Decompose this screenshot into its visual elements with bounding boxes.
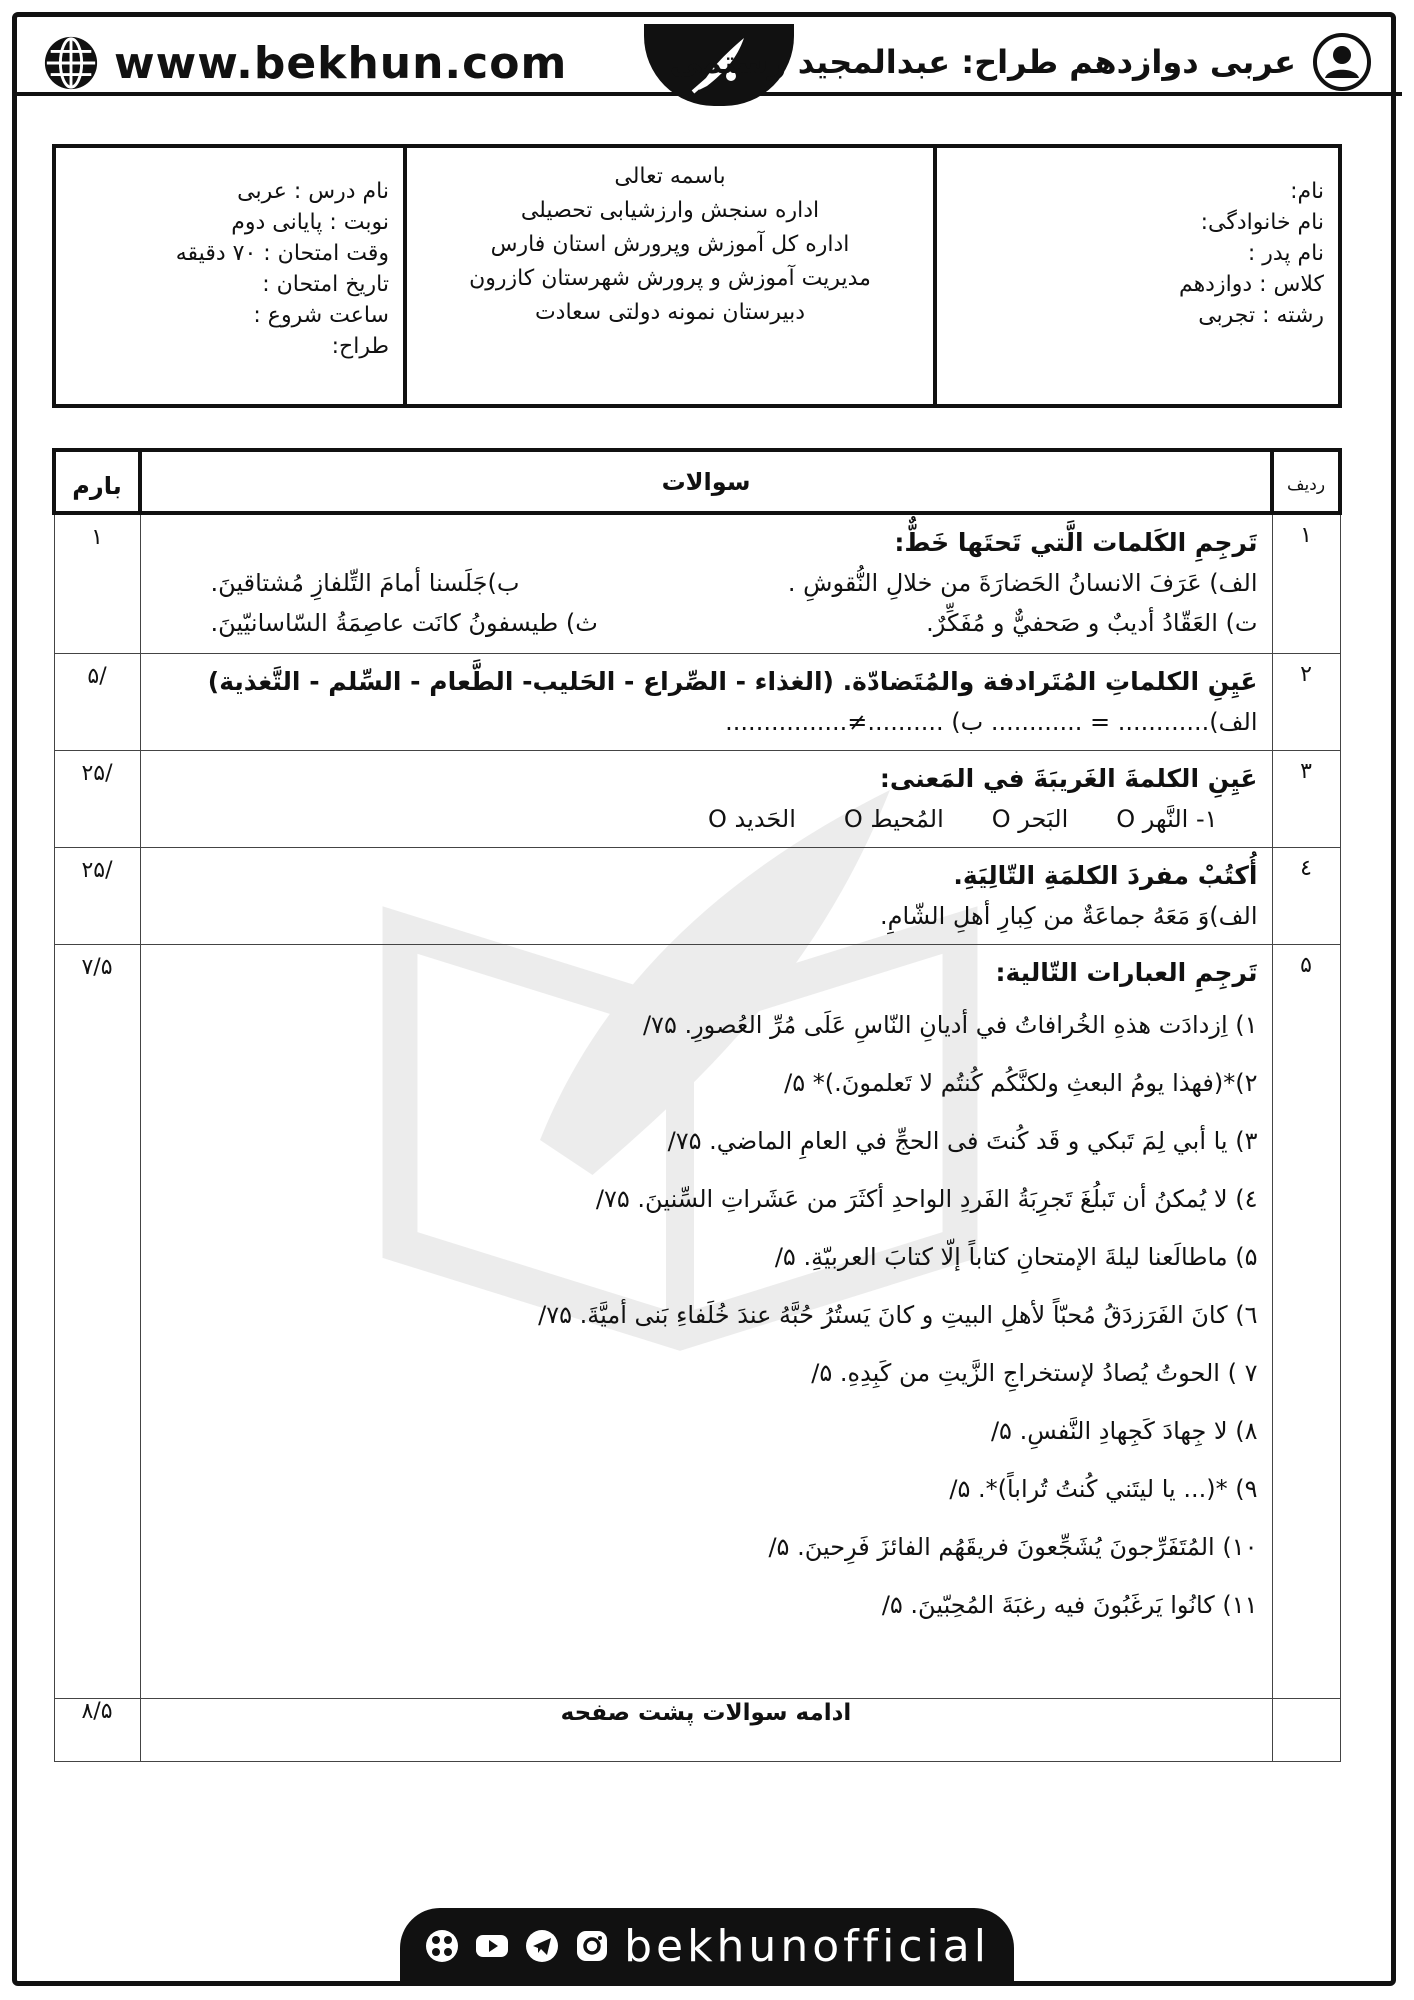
telegram-icon[interactable]: [524, 1928, 560, 1964]
sentence-6: ٦) كانَ الفَرَزدَقُ مُحبّاً لأهلِ البيتِ و كانَ يَستُرُ حُبَّهُ عندَ خُلَفاءِ بَنى أميَّةَ. ۷۵/: [538, 1300, 1258, 1329]
sentence-8: ۸) لا جِهادَ كَجِهادِ النَّفسِ. ۵/: [990, 1416, 1258, 1445]
option-4[interactable]: الحَديد O: [708, 804, 796, 833]
question-row-1: [54, 513, 1340, 653]
org-line: باسمه تعالی: [614, 164, 726, 189]
social-handle: bekhunofficial: [624, 1920, 990, 1972]
questions-table: [52, 448, 1342, 1762]
continuation-row: [54, 1698, 1340, 1761]
youtube-icon[interactable]: [474, 1928, 510, 1964]
empty-index-cell: [1272, 1698, 1340, 1761]
class-field: کلاس : دوازدهم: [1178, 272, 1324, 297]
org-line: اداره سنجش وارزشیابی تحصیلی: [520, 198, 820, 223]
social-footer: [400, 1908, 1014, 1984]
duration-field: وقت امتحان : ۷۰ دقیقه: [175, 241, 389, 266]
question-index: ۲: [1272, 653, 1340, 750]
instagram-icon[interactable]: [574, 1928, 610, 1964]
question-index: ۱: [1272, 513, 1340, 653]
question-title: تَرجِمِ الکَلمات الَّتي تَحتَها خَطٌّ:: [894, 528, 1258, 557]
website-url: www.bekhun.com: [114, 37, 568, 89]
answer-line: الف)............ = ............ ب) ..........≠................: [725, 707, 1258, 736]
question-body: [140, 847, 1272, 944]
start-time-field: ساعت شروع :: [253, 303, 389, 328]
item-b: ب)جَلَسنا أمامَ التِّلفازِ مُشتاقينَ.: [210, 569, 520, 597]
top-bar: [12, 12, 1402, 96]
item-c: ت) العَقّادُ أديبٌ و صَحفيٌّ و مُفَكِّرٌ.: [926, 609, 1258, 637]
question-row-5: [54, 944, 1340, 1698]
question-score: ۱: [54, 513, 140, 653]
subject-field: نام درس : عربی: [237, 179, 389, 204]
org-line: اداره کل آموزش وپرورش استان فارس: [490, 232, 850, 257]
questions-column-header: سوالات: [140, 450, 1272, 513]
major-field: رشته : تجربی: [1198, 303, 1324, 328]
score-column-header: بارم: [54, 450, 140, 513]
aparat-icon[interactable]: [424, 1928, 460, 1964]
question-index: ٤: [1272, 847, 1340, 944]
question-title: تَرجِمِ العبارات التّالية:: [995, 957, 1258, 987]
website-link[interactable]: [42, 34, 567, 92]
item-d: ث) طيسفونُ كانَت عاصِمَةُ السّاسانيّينَ.: [210, 609, 598, 637]
sentence-11: ۱۱) كانُوا يَرغَبُونَ فيه رغبَةَ المُحِبّينَ. ۵/: [881, 1590, 1258, 1619]
question-body: [140, 750, 1272, 847]
question-score: /۲۵: [54, 750, 140, 847]
total-score: ۸/۵: [54, 1698, 140, 1761]
date-field: تاریخ امتحان :: [262, 272, 389, 297]
user-icon: [1312, 32, 1372, 92]
question-title: أُكتُبْ مفردَ الكلمَةِ التّالِيَةِ.: [953, 860, 1258, 890]
student-info: [933, 148, 1338, 404]
question-score: /۲۵: [54, 847, 140, 944]
option-2[interactable]: البَحر O: [991, 804, 1069, 833]
sentence-2: ۲)*(فهذا يومُ البعثِ ولكنَّكُم كُنتُم لا تَعلمونَ.)* ۵/: [784, 1068, 1258, 1097]
sentence-5: ۵) ماطالَعنا ليلةَ الإمتحانِ كتاباً إلّا كتابَ العربيّةِ. ۵/: [774, 1242, 1258, 1271]
globe-icon: [42, 34, 100, 92]
organization-info: [403, 148, 933, 404]
org-line: دبیرستان نمونه دولتی سعادت: [534, 300, 806, 325]
item-a: الف) عَرَفَ الانسانُ الحَضارَةَ من خلالِ النُّقوشِ .: [787, 569, 1258, 597]
sentence-9: ۹) *(... يا ليتَني كُنتُ تُراباً)*. ۵/: [949, 1474, 1258, 1503]
question-body: [140, 653, 1272, 750]
course-title: عربی دوازدهم طراح: عبدالمجید رستمی: [669, 43, 1296, 81]
course-header: [670, 32, 1372, 92]
question-sentence: الف)وَ مَعَهُ جماعَةٌ من كِبارِ أهلِ الشّامِ.: [880, 901, 1258, 930]
sentence-3: ۳) يا أبي لِمَ تَبكي و قَد كُنتَ فى الحجِّ في العامِ الماضي. ۷۵/: [667, 1126, 1258, 1155]
sentence-10: ۱۰) المُتَفَرِّجونَ يُشَجِّعونَ فريقَهُم الفائزَ فَرِحينَ. ۵/: [768, 1532, 1258, 1561]
question-items: [151, 603, 1258, 643]
index-column-header: ردیف: [1272, 450, 1340, 513]
question-body: [140, 513, 1272, 653]
question-index: ۵: [1272, 944, 1340, 1698]
term-field: نوبت : پایانی دوم: [231, 210, 389, 235]
father-name-field: نام پدر :: [1247, 241, 1324, 266]
question-items: [151, 563, 1258, 603]
options-row: [151, 799, 1258, 839]
option-1[interactable]: ۱- النَّهر O: [1116, 804, 1218, 833]
question-row-3: [54, 750, 1340, 847]
exam-meta: [56, 148, 403, 404]
question-index: ۳: [1272, 750, 1340, 847]
question-score: /۵: [54, 653, 140, 750]
sentence-1: ۱) اِزدادَت هذهِ الخُرافاتُ في أديانِ النّاسِ عَلَى مُرِّ العُصورِ. ۷۵/: [642, 1010, 1258, 1039]
org-line: مدیریت آموزش و پرورش شهرستان کازرون: [469, 266, 871, 291]
question-body: [140, 944, 1272, 1698]
sentence-7: ۷ ) الحوتُ يُصادُ لإستخراجِ الزَّيتِ من كَبِدِهِ. ۵/: [811, 1358, 1258, 1387]
exam-info-box: [52, 144, 1342, 408]
student-family-field: نام خانوادگی:: [1200, 210, 1324, 235]
question-row-4: [54, 847, 1340, 944]
question-row-2: [54, 653, 1340, 750]
sentence-4: ٤) لا يُمكنُ أن تَبلُغَ تَجرِبَةُ الفَردِ الواحدِ أكثَرَ من عَشَراتِ السِّنينَ. ۷۵/: [595, 1184, 1258, 1213]
option-3[interactable]: المُحيط O: [843, 804, 944, 833]
question-title: عَيِنِ الكلمةَ الغَريبَةَ في المَعنى:: [879, 763, 1258, 793]
table-header-row: [54, 450, 1340, 513]
question-score: ۷/۵: [54, 944, 140, 1698]
continue-note: ادامه سوالات پشت صفحه: [140, 1698, 1272, 1761]
student-name-field: نام:: [1290, 179, 1324, 204]
designer-field: طراح:: [331, 334, 389, 359]
question-title: عَيِنِ الكلماتِ المُتَرادفة والمُتَضادّة. (الغذاء - الصِّراع - الحَليب- الطَّعام - السِّلم - التَّغذية): [207, 666, 1258, 696]
